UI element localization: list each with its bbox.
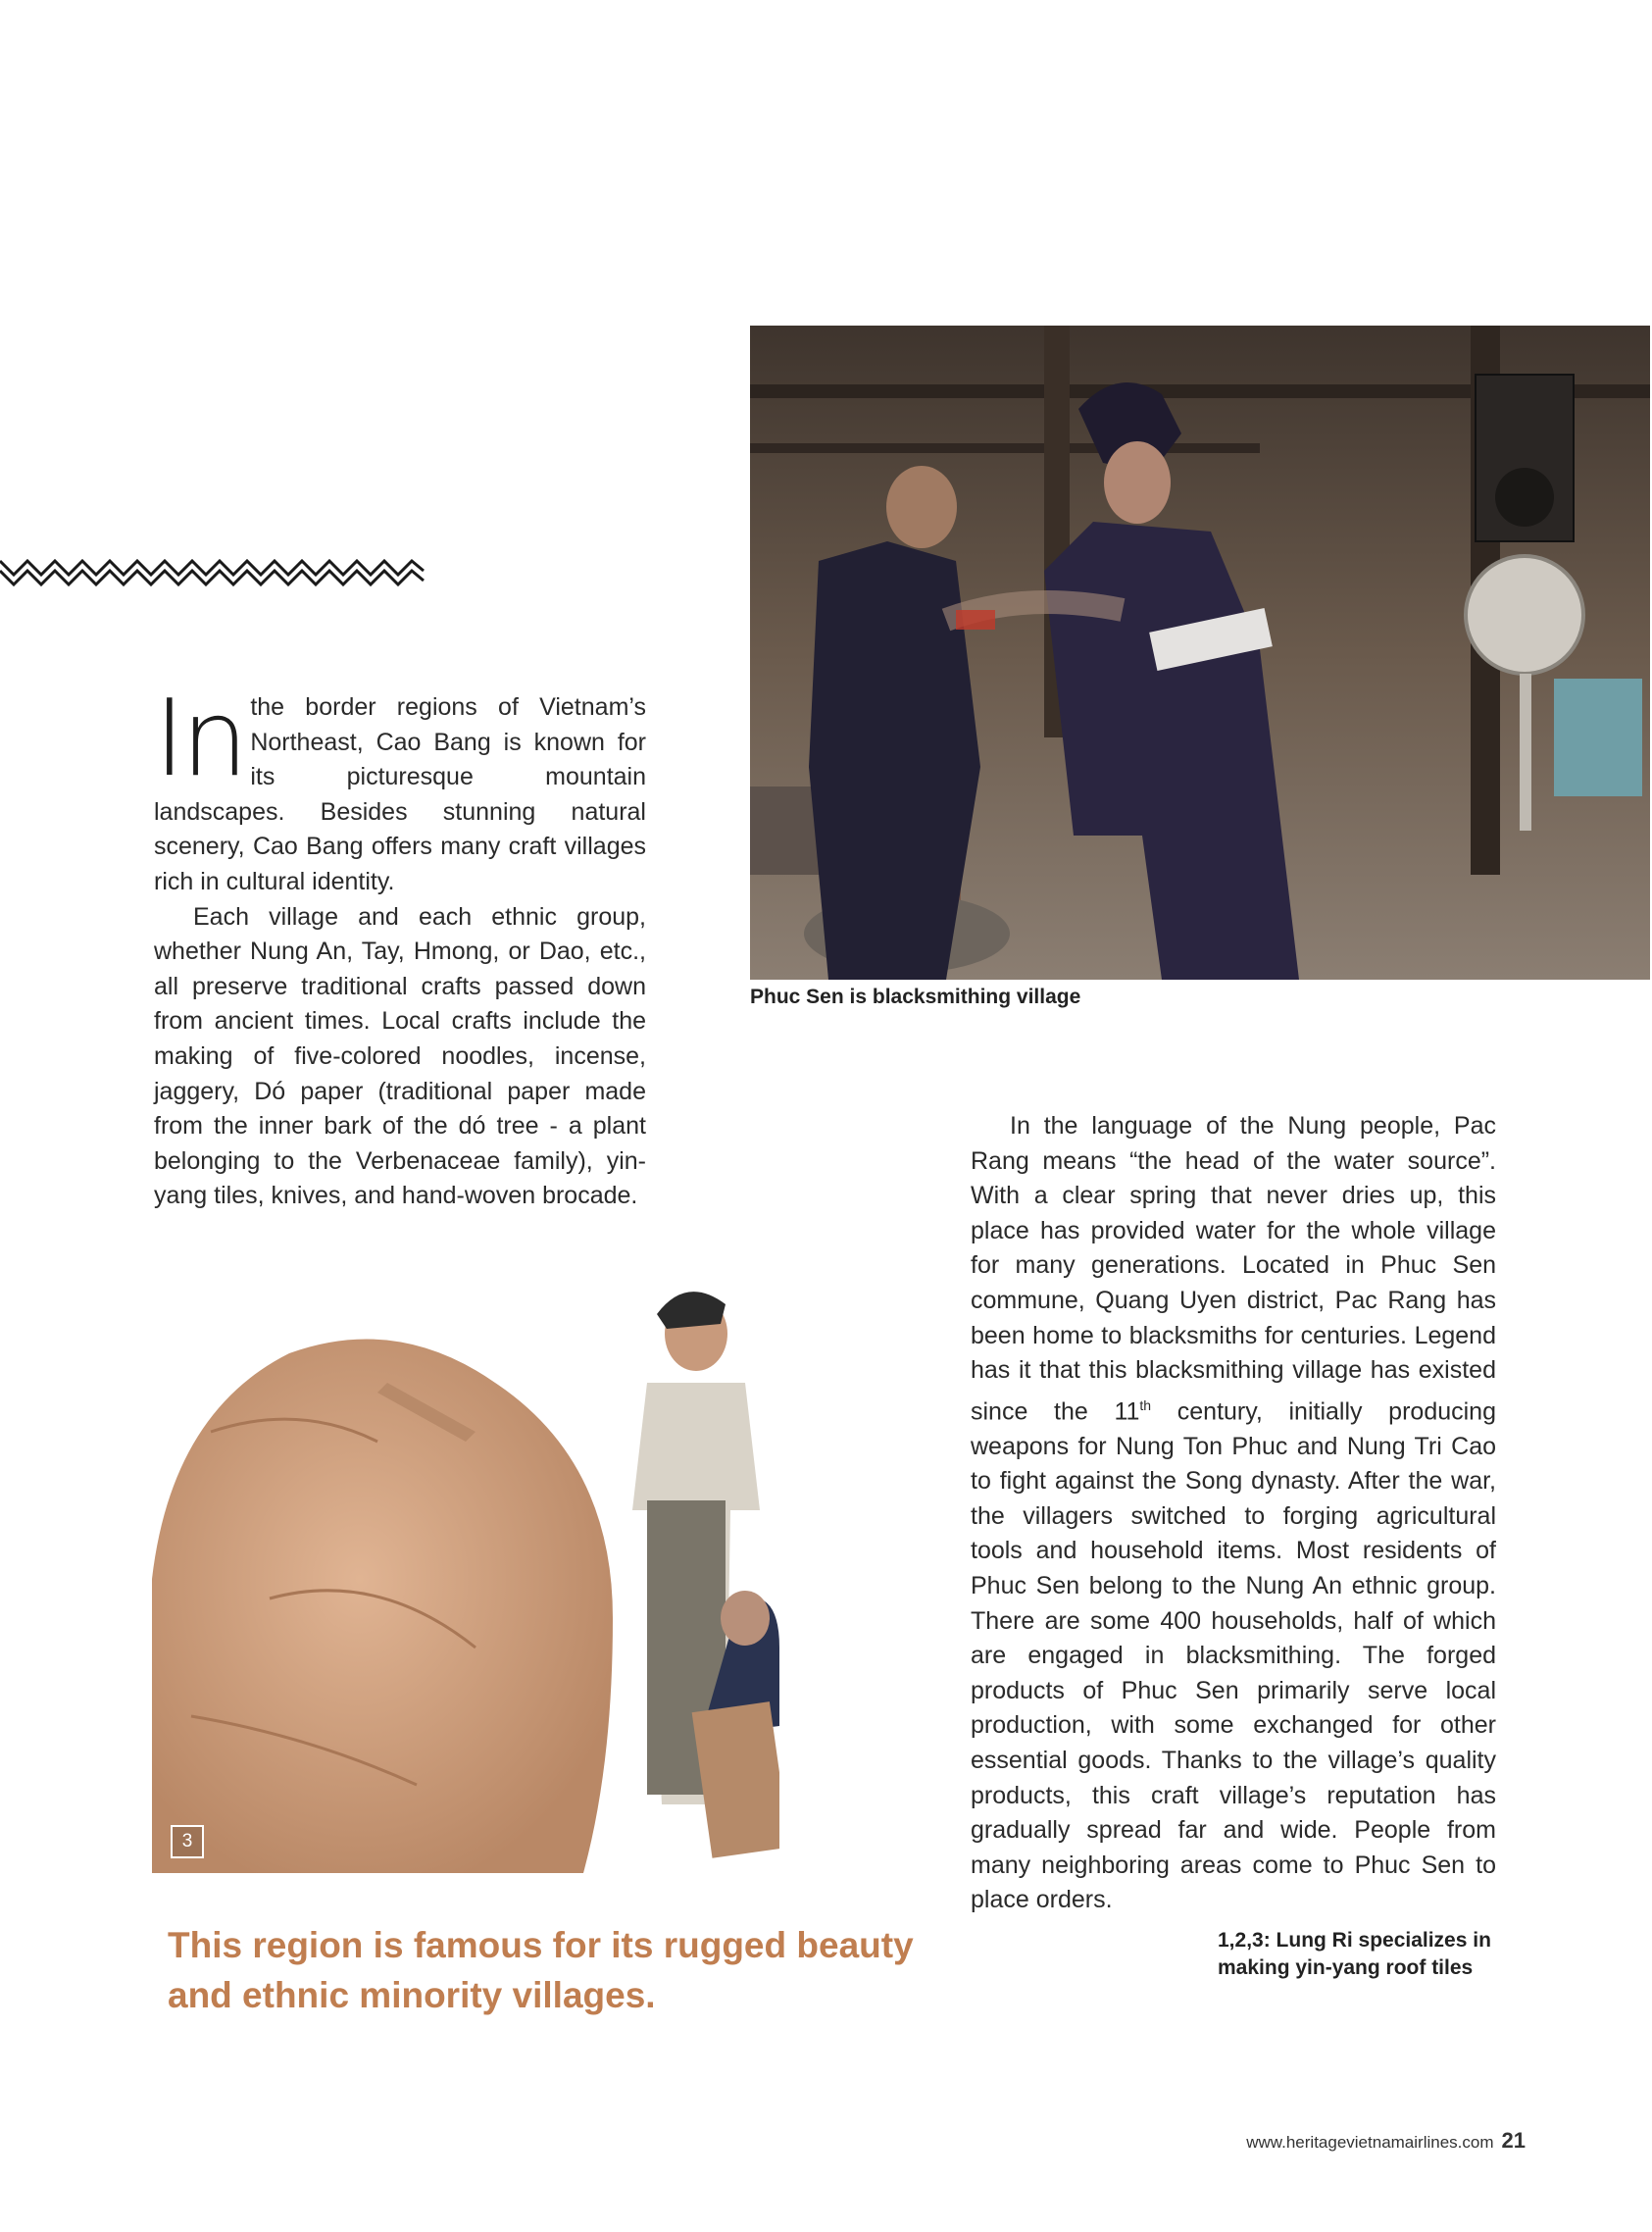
page-footer [1231, 2128, 1526, 2154]
roof-tiles-photo [152, 1275, 779, 1873]
photo-number-badge: 3 [171, 1825, 204, 1858]
left-article-column [154, 678, 646, 1214]
blacksmith-photo [750, 326, 1650, 980]
crafts-paragraph: Each village and each ethnic group, whether Nung An, Tay, Hmong, or Dao, etc., all preserve traditional crafts passed down from ancient times. Local crafts include the making of five-colored noodles, incense, jaggery, Dó paper (traditional paper made from the inner bark of the dó tree - a plant belonging to the Verbenaceae family), yin-yang tiles, knives, and hand-woven brocade. [154, 902, 646, 1210]
dropcap: In [154, 678, 245, 800]
ordinal-superscript: th [1139, 1396, 1152, 1413]
zigzag-ornament [0, 547, 426, 592]
website-url: www.heritagevietnamairlines.com [1246, 2133, 1494, 2152]
roof-tiles-caption: 1,2,3: Lung Ri specializes in making yin-yang roof tiles [1218, 1929, 1491, 1979]
page-number: 21 [1501, 2128, 1526, 2153]
pac-rang-text-part-2: century, initially producing weapons for Nung Ton Phuc and Nung Tri Cao to fight against the Song dynasty. After the war, the villagers switched to forging agricultural tools and household items. Most residents of Phuc Sen belong to the Nung An ethnic group. There are some 400 households, half of which are engaged in blacksmithing. The forged products of Phuc Sen primarily serve local production, with some exchanged for other essential goods. Thanks to the village’s quality products, this craft village’s reputation has gradually spread far and wide. People from many neighboring areas come to Phuc Sen to place orders. [971, 1397, 1496, 1914]
pac-rang-text-part-1: In the language of the Nung people, Pac Rang means “the head of the water source”. With a clear spring that never dries up, this place has provided water for the whole village for many generations. Located in Phuc Sen commune, Quang Uyen district, Pac Rang has been home to blacksmiths for centuries. Legend has it that this blacksmithing village has existed since the 11 [971, 1112, 1496, 1426]
right-article-column [971, 1109, 1496, 1918]
blacksmith-photo-caption: Phuc Sen is blacksmithing village [750, 986, 1081, 1008]
intro-paragraph: the border regions of Vietnam’s Northeast, Cao Bang is known for its picturesque mountain landscapes. Besides stunning natural scenery, Cao Bang offers many craft villages rich in cultural identity. [154, 693, 646, 895]
pull-quote: This region is famous for its rugged beauty and ethnic minority villages. [168, 1925, 914, 2015]
pac-rang-paragraph [971, 1109, 1496, 1918]
